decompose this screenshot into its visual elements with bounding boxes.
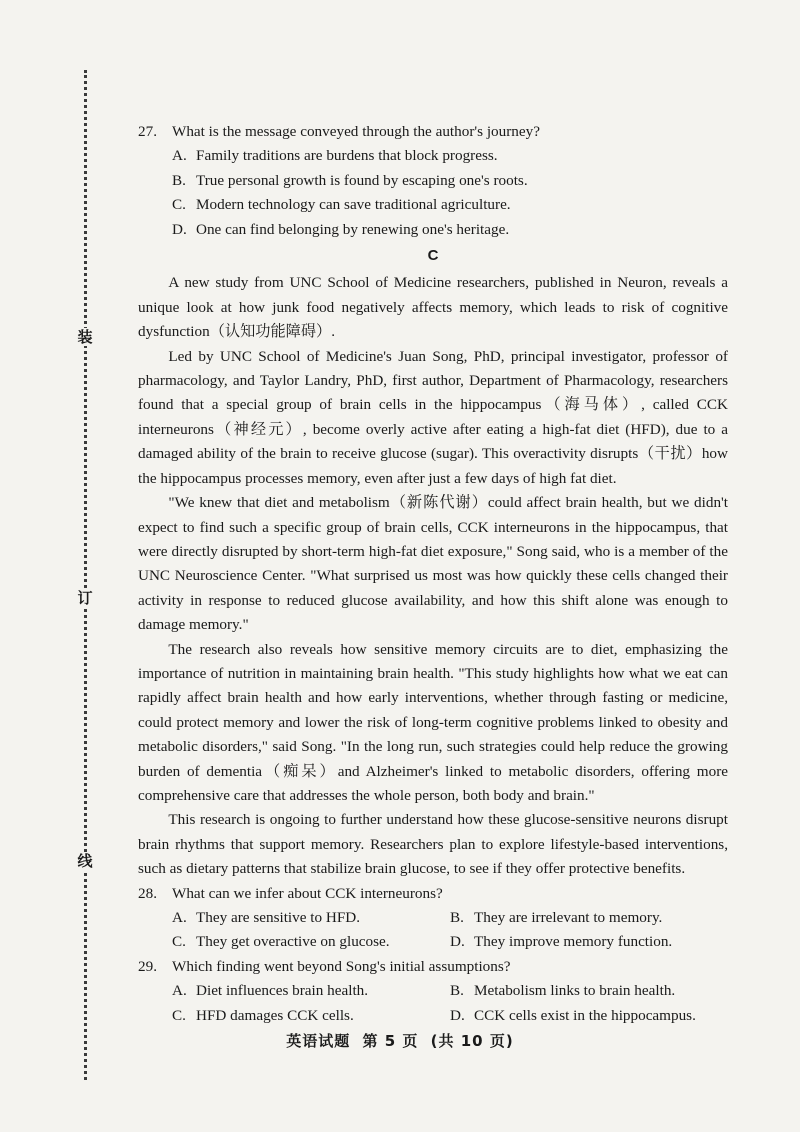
question-28 <box>138 882 728 955</box>
page-content <box>138 120 728 1028</box>
question-27 <box>138 120 728 242</box>
question-stem: 29. Which finding went beyond Song's initial assumptions? <box>138 955 728 979</box>
passage-paragraph: Led by UNC School of Medicine's Juan Song, PhD, principal investigator, professor of pharmacology, and Taylor Landry, PhD, first author, Department of Pharmacology, researchers found that a special group of brain cells in the hippocampus（海马体）, called CCK interneurons（神经元）, become overly active after eating a high-fat diet (HFD), due to a damaged ability of the brain to receive glucose (sugar). This overactivity disrupts（干扰）how the hippocampus processes memory, even after just a few days of high fat diet. <box>138 347 728 487</box>
option-d: D. CCK cells exist in the hippocampus. <box>450 1006 696 1024</box>
footer-subject: 英语试题 <box>286 1032 351 1050</box>
binding-dotted-line <box>84 70 87 1080</box>
question-number: 27. <box>138 123 157 140</box>
question-29 <box>138 955 728 1028</box>
passage-paragraph: A new study from UNC School of Medicine researchers, published in Neuron, reveals a unique look at how junk food negatively affects memory, which leads to risk of cognitive dysfunction（认知功能障碍）. <box>138 274 728 341</box>
binding-mark-zhuang: 装 <box>77 328 93 346</box>
footer-page-total: (共 10 页) <box>430 1032 514 1050</box>
question-stem: 28. What can we infer about CCK interneurons? <box>138 882 728 906</box>
option-b: B. Metabolism links to brain health. <box>450 982 676 1000</box>
question-stem: 27. What is the message conveyed through the author's journey? <box>138 120 728 144</box>
question-number: 29. <box>138 957 157 975</box>
passage-paragraph: "We knew that diet and metabolism（新陈代谢）could affect brain health, but we didn't expect to find such a specific group of brain cells, CCK interneurons in the hippocampus, that were directly disrupted by short-term high-fat diet exposure," Song said, who is a member of the UNC Neuroscience Center. "What surprised us most was how quickly these cells changed their activity in response to reduced glucose availability, and how this shift alone was enough to damage memory." <box>138 494 728 634</box>
page-footer <box>0 1030 800 1051</box>
passage-paragraph: The research also reveals how sensitive memory circuits are to diet, emphasizing the importance of nutrition in maintaining brain health. "This study highlights how what we eat can rapidly affect brain health and how early interventions, whether through fasting or medicine, could protect memory and lower the risk of long-term cognitive problems linked to obesity and metabolic disorders," said Song. "In the long run, such strategies could help reduce the growing burden of dementia（痴呆）and Alzheimer's linked to metabolic disorders, offering more comprehensive care that addresses the whole person, both body and brain." <box>138 640 728 804</box>
footer-page-number: 第 5 页 <box>362 1032 419 1050</box>
binding-mark-xian: 线 <box>77 852 93 870</box>
option-c: C. They get overactive on glucose. <box>172 933 390 951</box>
option-d: D. One can find belonging by renewing one's heritage. <box>172 220 510 238</box>
option-a: A. Diet influences brain health. <box>172 982 369 1000</box>
option-c: C. HFD damages CCK cells. <box>172 1006 354 1024</box>
option-a: A. Family traditions are burdens that block progress. <box>172 147 498 165</box>
passage-paragraph: This research is ongoing to further understand how these glucose-sensitive neurons disrupt brain rhythms that support memory. Researchers plan to explore lifestyle-based interventions, such as dietary patterns that stabilize brain glucose, to see if they offer protective benefits. <box>138 811 728 878</box>
question-number: 28. <box>138 884 157 902</box>
binding-mark-ding: 订 <box>77 589 93 607</box>
option-d: D. They improve memory function. <box>450 933 673 951</box>
option-a: A. They are sensitive to HFD. <box>172 909 361 926</box>
option-c: C. Modern technology can save traditional agriculture. <box>172 196 511 214</box>
section-title: C <box>427 247 439 265</box>
option-b: B. True personal growth is found by escaping one's roots. <box>172 171 528 189</box>
option-b: B. They are irrelevant to memory. <box>450 909 663 926</box>
